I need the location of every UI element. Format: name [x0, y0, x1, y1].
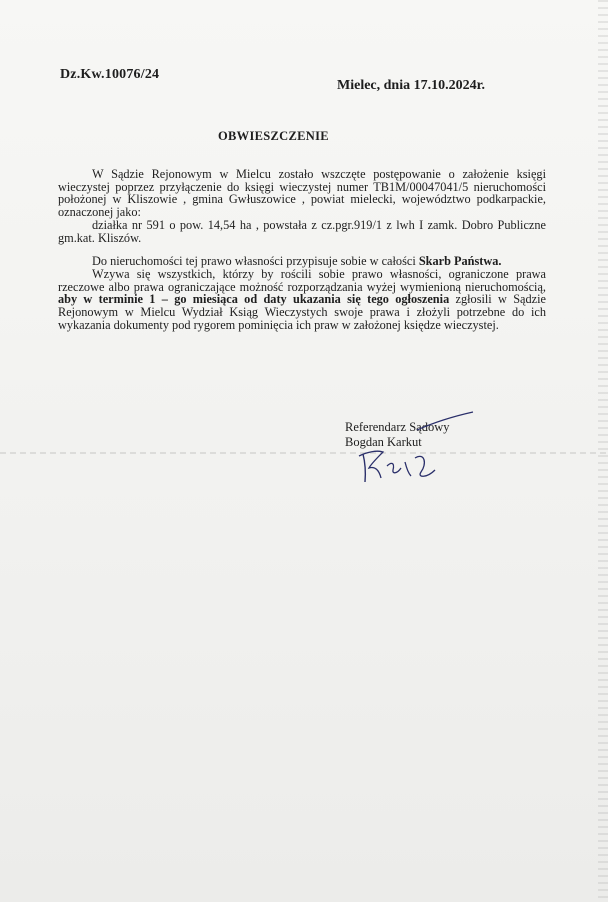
paragraph-proceedings: W Sądzie Rejonowym w Mielcu zostało wszczęte postępowanie o założenie księgi wieczystej poprzez przyłączenie do księgi wieczystej numer TB1M/00047041/5 nieruchomości położonej w Kliszowie , gmina Gwłuszowice , powiat mielecki, województwo podkarpackie, oznaczonej jako: [58, 167, 546, 220]
document-title: OBWIESZCZENIE [218, 129, 329, 143]
ownership-owner: Skarb Państwa. [418, 254, 502, 269]
ownership-text: Do nieruchomości tej prawo własności przypisuje sobie w całości [92, 254, 419, 269]
paragraph-parcel: działka nr 591 o pow. 14,54 ha , powstała z cz.pgr.919/1 z lwh I zamk. Dobro Publiczne gm.kat. Kliszów. [58, 217, 546, 245]
document-body [58, 168, 546, 331]
paper-fold-line [0, 452, 608, 454]
paper-edge [598, 0, 608, 902]
signatory-role: Referendarz Sądowy [345, 420, 450, 434]
summons-text-end: zgłosili w Sądzie Rejonowym w Mielcu Wydział Ksiąg Wieczystych swoje prawa i złożyli potrzebne do ich wykazania dokumenty pod rygorem pominięcia ich praw w założonej księdze wieczystej. [58, 292, 546, 332]
handwritten-signature [355, 408, 485, 488]
signatory-name: Bogdan Karkut [345, 435, 422, 449]
place-and-date: Mielec, dnia 17.10.2024r. [337, 78, 486, 93]
summons-text-start: Wzywa się wszystkich, którzy by rościli sobie prawo własności, ograniczone prawa rzeczowe albo prawa ograniczające możność rozporządzania wyżej wymienioną nieruchomością, [58, 266, 546, 294]
paragraph-summons [58, 268, 546, 332]
case-reference: Dz.Kw.10076/24 [60, 67, 160, 82]
summons-deadline: aby w terminie 1 – go miesiąca od daty ukazania się tego ogłoszenia [58, 292, 450, 307]
